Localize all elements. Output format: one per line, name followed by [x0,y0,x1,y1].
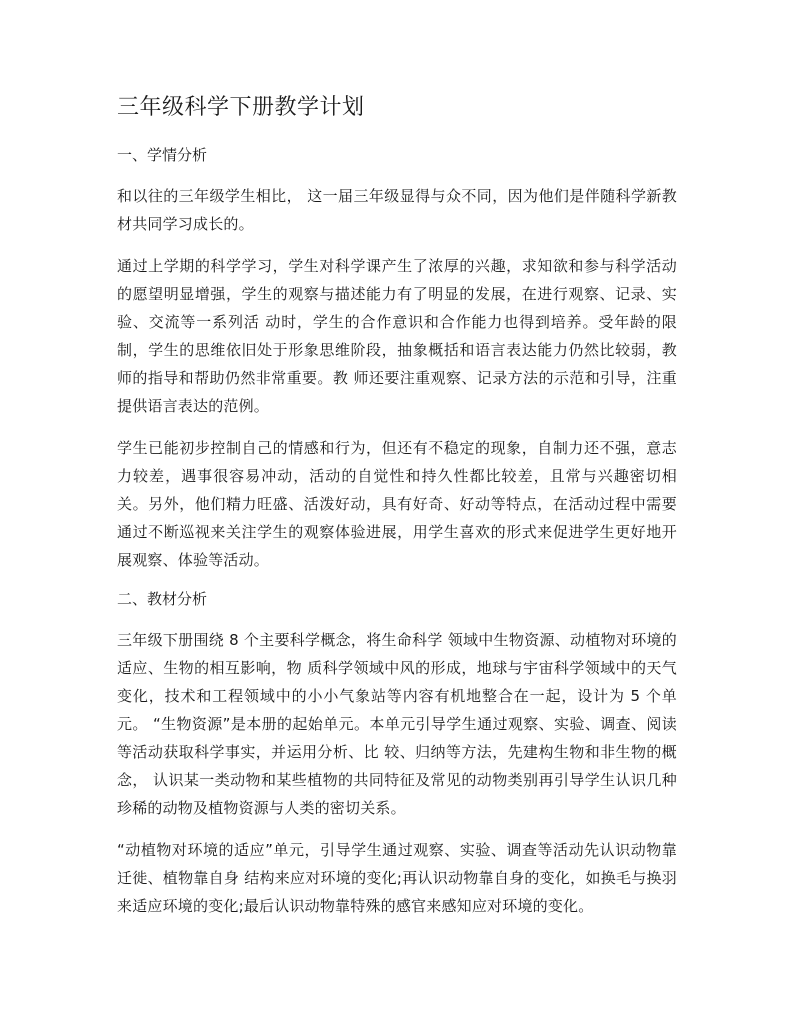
document-page [117,92,677,934]
paragraph: “动植物对环境的适应”单元，引导学生通过观察、实验、调查等活动先认识动物靠迁徙、植物靠自身 结构来应对环境的变化;再认识动物靠自身的变化，如换毛与换羽来适应环境的变化;最后认识动物靠特殊的感官来感知应对环境的变化。 [117,841,677,915]
paragraph: 通过上学期的科学学习，学生对科学课产生了浓厚的兴趣，求知欲和参与科学活动的愿望明显增强，学生的观察与描述能力有了明显的发展，在进行观察、记录、实验、交流等一系列活 动时，学生的合作意识和合作能力也得到培养。受年龄的限制，学生的思维依旧处于形象思维阶段，抽象概括和语言表达能力仍然比较弱，教师的指导和帮助仍然非常重要。教 师还要注重观察、记录方法的示范和引导，注重提供语言表达的范例。 [117,257,677,415]
section-heading: 一、学情分析 [117,146,208,164]
paragraph: 和以往的三年级学生相比， 这一届三年级显得与众不同，因为他们是伴随科学新教材共同学习成长的。 [117,187,677,233]
document-title: 三年级科学下册教学计划 [117,95,365,120]
paragraph: 学生已能初步控制自己的情感和行为，但还有不稳定的现象，自制力还不强，意志力较差，遇事很容易冲动，活动的自觉性和持久性都比较差，且常与兴趣密切相关。另外，他们精力旺盛、活泼好动，具有好奇、好动等特点，在活动过程中需要通过不断巡视来关注学生的观察体验进展，用学生喜欢的形式来促进学生更好地开展观察、体验等活动。 [117,439,677,569]
section-heading: 二、教材分析 [117,590,208,608]
paragraph: 三年级下册围绕 8 个主要科学概念，将生命科学 领域中生物资源、动植物对环境的适应、生物的相互影响，物 质科学领域中风的形成，地球与宇宙科学领域中的天气变化，技术和工程领域中的小小气象站等内容有机地整合在一起，设计为 5 个单元。 “生物资源”是本册的起始单元。本单元引导学生通过观察、实验、调查、阅读等活动获取科学事实，并运用分析、比 较、归纳等方法，先建构生物和非生物的概念， 认识某一类动物和某些植物的共同特征及常见的动物类别再引导学生认识几种珍稀的动物及植物资源与人类的密切关系。 [117,631,677,817]
section-textbook-analysis [117,588,677,920]
section-learning-analysis [117,144,677,574]
